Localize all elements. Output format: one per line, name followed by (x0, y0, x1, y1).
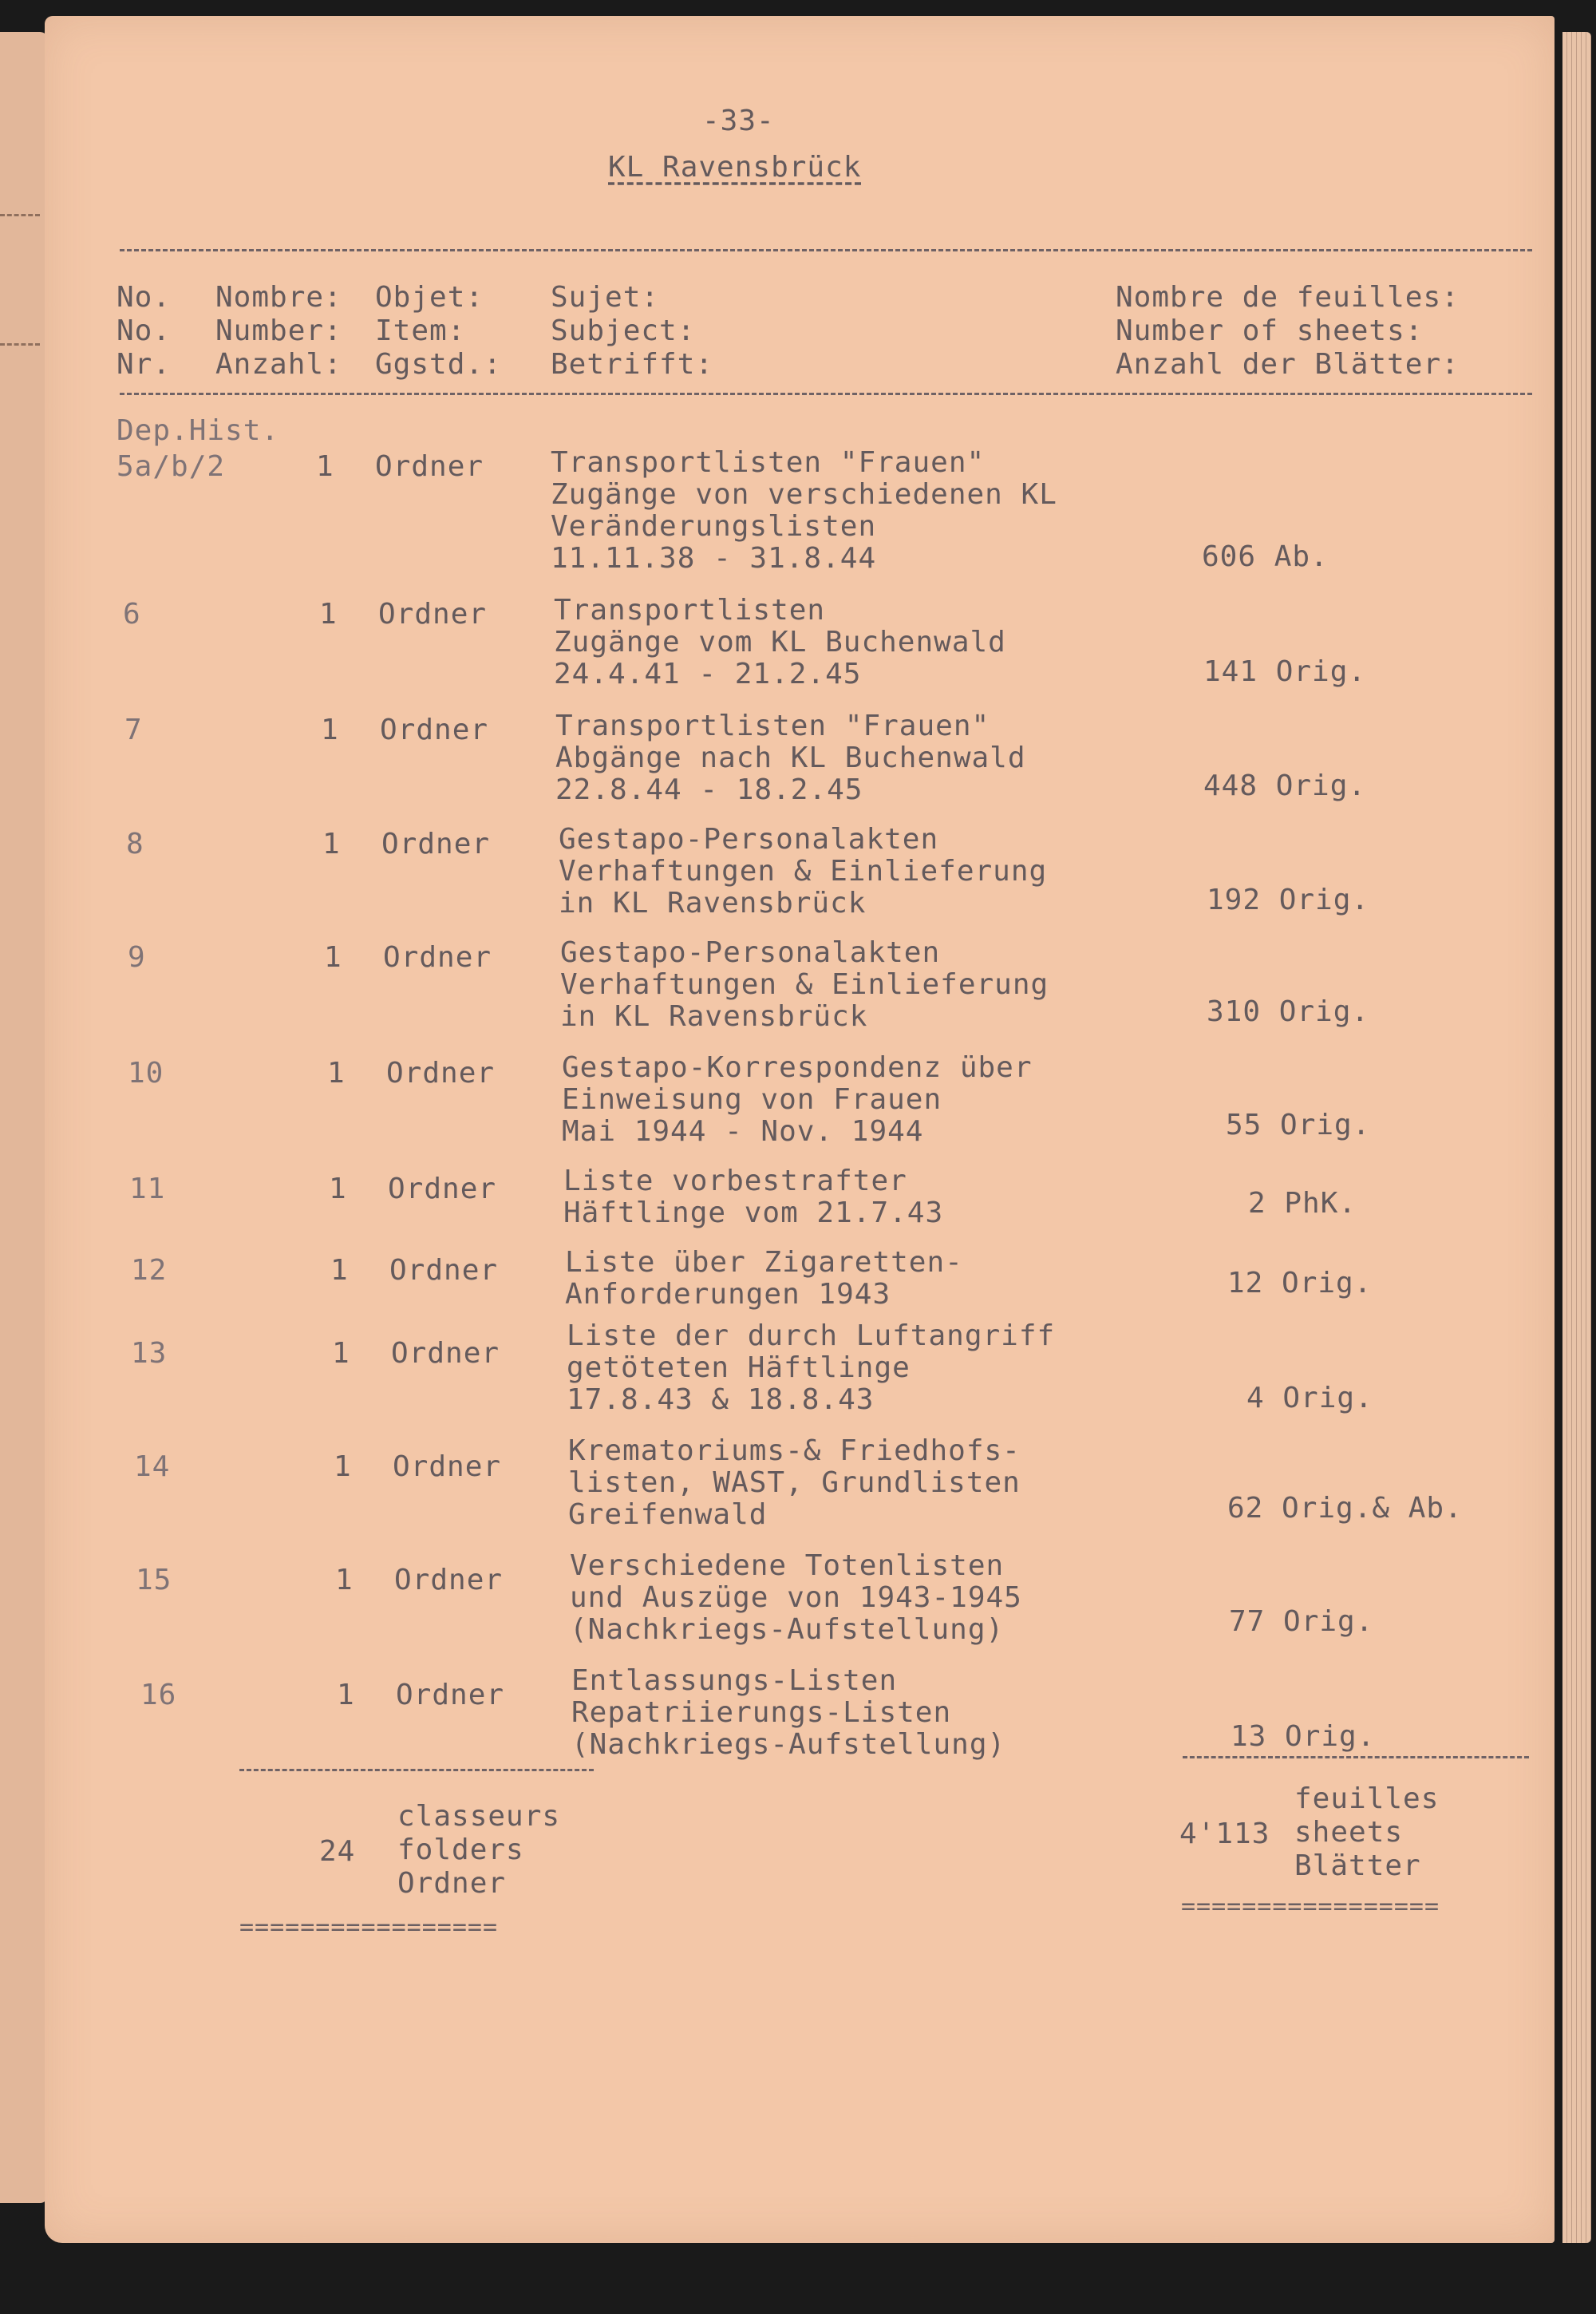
row-number: 5a/b/2 (117, 450, 226, 483)
row-count: 1 (319, 598, 338, 631)
header-no-fr: No. (117, 281, 172, 314)
header-rule-top (120, 249, 1532, 251)
row-sheets: 606 Ab. (1202, 540, 1329, 573)
row-count: 1 (324, 941, 342, 974)
header-subject-de: Betrifft: (551, 348, 714, 381)
row-subject-line: Entlassungs-Listen (571, 1664, 898, 1697)
row-count: 1 (337, 1679, 355, 1711)
row-subject-line: Liste der durch Luftangriff (567, 1319, 1056, 1352)
row-sheets: 310 Orig. (1207, 995, 1370, 1028)
row-subject-line: Krematoriums-& Friedhofs- (568, 1434, 1021, 1467)
folders-label-en: folders (397, 1833, 524, 1866)
row-item: Ordner (381, 828, 491, 860)
document-title: KL Ravensbrück (608, 151, 862, 184)
row-subject-line: Liste über Zigaretten- (565, 1246, 963, 1279)
row-sheets: 77 Orig. (1229, 1605, 1374, 1638)
row-subject-line: Gestapo-Personalakten (559, 823, 939, 856)
header-no-en: No. (117, 314, 172, 347)
row-count: 1 (335, 1564, 354, 1596)
row-item: Ordner (396, 1679, 505, 1711)
sheets-label-de: Blätter (1294, 1849, 1421, 1882)
row-subject-line: Gestapo-Korrespondenz über (562, 1051, 1033, 1084)
row-subject-line: Anforderungen 1943 (565, 1278, 891, 1311)
row-subject-line: Veränderungslisten (551, 510, 877, 543)
page-number: -33- (702, 105, 775, 137)
row-subject-line: Häftlinge vom 21.7.43 (563, 1197, 944, 1229)
row-sheets: 12 Orig. (1227, 1267, 1373, 1299)
row-subject-line: getöteten Häftlinge (567, 1351, 911, 1384)
row-item: Ordner (388, 1173, 497, 1205)
row-item: Ordner (378, 598, 488, 631)
sheets-total-rule (1183, 1756, 1529, 1758)
folders-label-de: Ordner (397, 1867, 507, 1900)
row-subject-line: 17.8.43 & 18.8.43 (567, 1383, 875, 1416)
header-count-fr: Nombre: (215, 281, 342, 314)
row-subject-line: Transportlisten "Frauen" (555, 710, 990, 742)
row-sheets: 2 PhK. (1248, 1187, 1357, 1220)
row-count: 1 (316, 450, 334, 483)
row-subject-line: Verhaftungen & Einlieferung (559, 855, 1048, 888)
header-subject-fr: Sujet: (551, 281, 660, 314)
page-stack-edges (1562, 32, 1591, 2243)
row-subject-line: Liste vorbestrafter (563, 1165, 907, 1197)
header-item-fr: Objet: (375, 281, 484, 314)
row-item: Ordner (389, 1254, 499, 1287)
row-number: 13 (131, 1337, 168, 1370)
row-number: 11 (129, 1173, 166, 1205)
previous-page-edge (0, 32, 48, 2203)
row-item: Ordner (375, 450, 484, 483)
row-number: 8 (126, 828, 144, 860)
row-item: Ordner (380, 714, 489, 746)
row-count: 1 (330, 1254, 349, 1287)
row-item: Ordner (386, 1057, 496, 1090)
row-subject-line: Transportlisten "Frauen" (551, 446, 986, 479)
row-sheets: 141 Orig. (1203, 655, 1367, 688)
row-sheets: 4 Orig. (1246, 1382, 1373, 1414)
folders-total-rule (239, 1769, 594, 1771)
header-count-en: Number: (215, 314, 342, 347)
header-sheets-de: Anzahl der Blätter: (1116, 348, 1460, 381)
header-sheets-fr: Nombre de feuilles: (1116, 281, 1460, 314)
row-sheets: 62 Orig.& Ab. (1227, 1492, 1463, 1525)
row-subject-line: in KL Ravensbrück (560, 1000, 868, 1033)
header-sheets-en: Number of sheets: (1116, 314, 1424, 347)
row-number: 15 (136, 1564, 172, 1596)
row-subject-line: Mai 1944 - Nov. 1944 (562, 1115, 924, 1148)
sheets-total-count: 4'113 (1179, 1818, 1270, 1850)
row-subject-line: Abgänge nach KL Buchenwald (555, 742, 1026, 774)
folders-label-fr: classeurs (397, 1800, 561, 1833)
row-count: 1 (322, 828, 341, 860)
row-item: Ordner (393, 1450, 502, 1483)
row-item: Ordner (394, 1564, 504, 1596)
row-subject-line: Zugänge vom KL Buchenwald (554, 626, 1006, 659)
row-subject-line: listen, WAST, Grundlisten (568, 1466, 1021, 1499)
row-subject-line: Transportlisten (554, 594, 826, 627)
row-subject-line: Gestapo-Personalakten (560, 936, 941, 969)
row-sheets: 55 Orig. (1226, 1109, 1371, 1141)
row-count: 1 (327, 1057, 346, 1090)
row-count: 1 (332, 1337, 350, 1370)
department-label: Dep.Hist. (117, 414, 280, 447)
row-sheets: 192 Orig. (1207, 884, 1370, 916)
row-number: 14 (134, 1450, 171, 1483)
header-rule-bottom (120, 393, 1532, 395)
row-subject-line: Greifenwald (568, 1498, 768, 1531)
sheets-label-fr: feuilles (1294, 1782, 1440, 1815)
row-subject-line: Verschiedene Totenlisten (570, 1549, 1005, 1582)
row-count: 1 (329, 1173, 347, 1205)
folders-double-rule: ================= (239, 1913, 499, 1941)
header-no-de: Nr. (117, 348, 172, 381)
row-count: 1 (321, 714, 339, 746)
row-item: Ordner (391, 1337, 500, 1370)
sheets-label-en: sheets (1294, 1816, 1404, 1849)
row-number: 12 (131, 1254, 168, 1287)
row-number: 16 (140, 1679, 177, 1711)
header-item-en: Item: (375, 314, 466, 347)
header-count-de: Anzahl: (215, 348, 342, 381)
row-subject-line: Verhaftungen & Einlieferung (560, 968, 1049, 1001)
row-subject-line: 24.4.41 - 21.2.45 (554, 658, 862, 690)
header-subject-en: Subject: (551, 314, 696, 347)
folders-total-count: 24 (319, 1835, 356, 1868)
row-subject-line: 22.8.44 - 18.2.45 (555, 773, 863, 806)
row-count: 1 (334, 1450, 352, 1483)
row-subject-line: Zugänge von verschiedenen KL (551, 478, 1057, 511)
row-number: 6 (123, 598, 141, 631)
row-subject-line: (Nachkriegs-Aufstellung) (570, 1613, 1005, 1646)
sheets-double-rule: ================= (1181, 1893, 1440, 1920)
row-sheets: 13 Orig. (1231, 1720, 1376, 1753)
row-item: Ordner (383, 941, 492, 974)
row-subject-line: in KL Ravensbrück (559, 887, 867, 920)
row-subject-line: und Auszüge von 1943-1945 (570, 1581, 1022, 1614)
row-sheets: 448 Orig. (1203, 769, 1367, 802)
row-number: 9 (128, 941, 146, 974)
row-subject-line: Einweisung von Frauen (562, 1083, 942, 1116)
row-number: 7 (124, 714, 143, 746)
document-page (45, 16, 1555, 2243)
row-number: 10 (128, 1057, 164, 1090)
row-subject-line: 11.11.38 - 31.8.44 (551, 542, 877, 575)
header-item-de: Ggstd.: (375, 348, 502, 381)
row-subject-line: (Nachkriegs-Aufstellung) (571, 1728, 1006, 1761)
row-subject-line: Repatriierungs-Listen (571, 1696, 952, 1729)
